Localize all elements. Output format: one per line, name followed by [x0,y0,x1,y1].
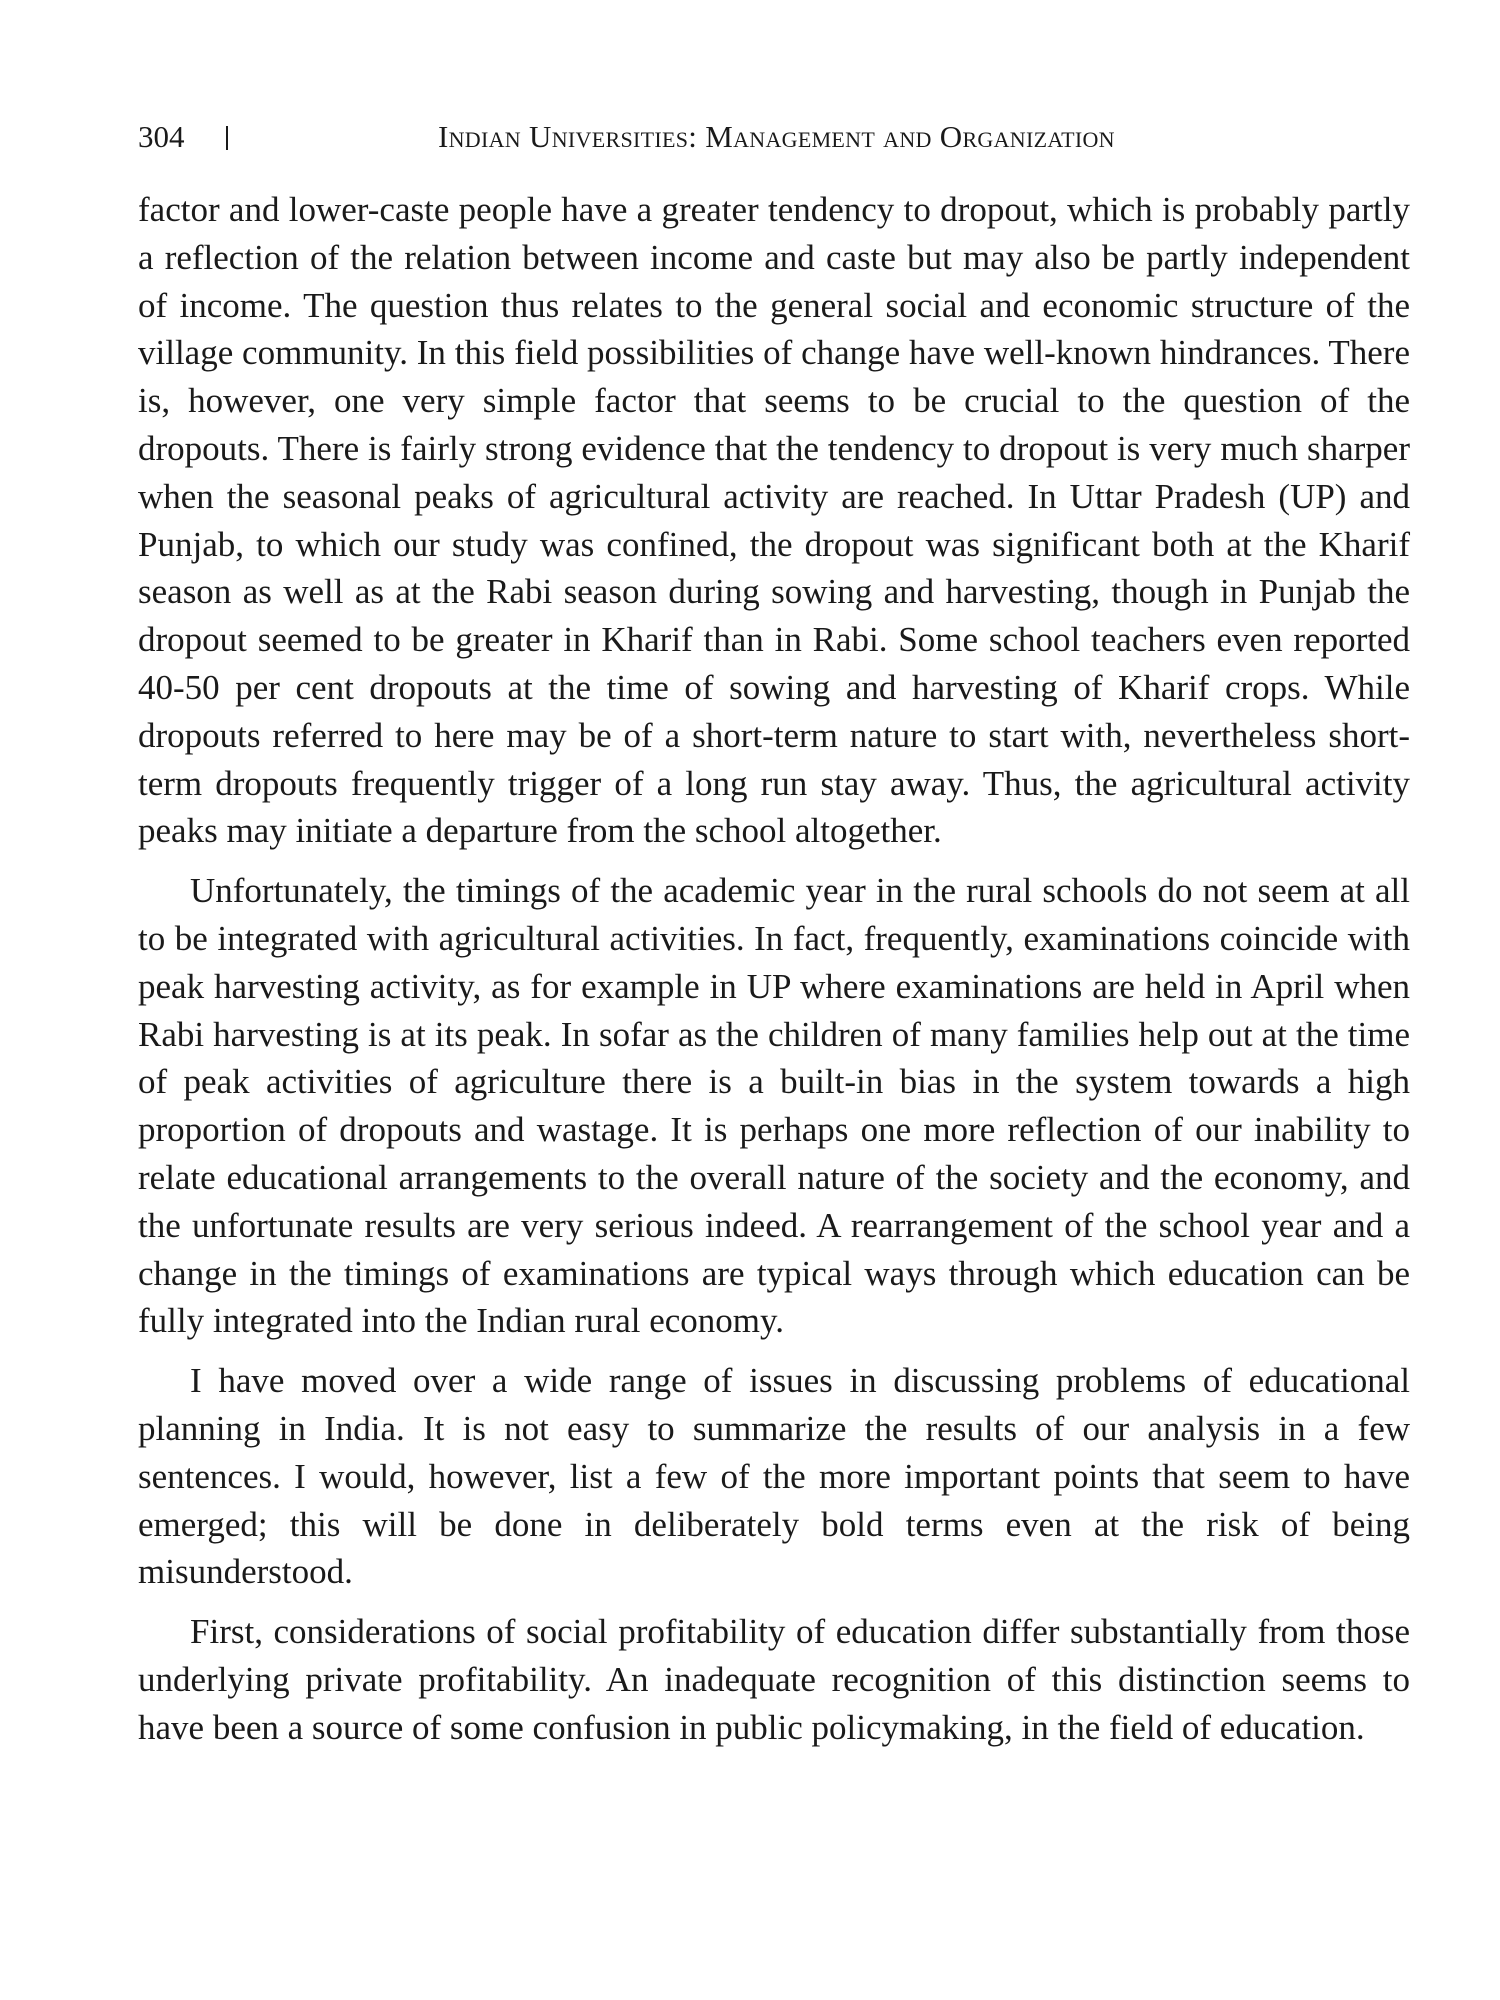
running-title: Indian Universities: Management and Organization [438,119,1115,154]
body-text [138,186,1410,1764]
running-head [138,112,1158,162]
header-divider [226,126,228,150]
paragraph: First, considerations of social profitability of education differ substantially from those underlying private profitability. An inadequate recognition of this distinction seems to have been a source of some confusion in public policymaking, in the field of education. [138,1612,1410,1747]
page-number: 304 [138,119,185,154]
paragraph: Unfortunately, the timings of the academic year in the rural schools do not seem at all to be integrated with agricultural activities. In fact, frequently, examinations coincide with peak harvesting activity, as for example in UP where examinations are held in April when Rabi harvesting is at its peak. In sofar as the children of many families help out at the time of peak activities of agriculture there is a built-in bias in the system towards a high proportion of dropouts and wastage. It is perhaps one more reflection of our inability to relate educational arrangements to the overall nature of the society and the economy, and the unfortunate results are very serious indeed. A rearrangement of the school year and a change in the timings of examinations are typical ways through which education can be fully integrated into the Indian rural economy. [138,871,1410,1341]
paragraph-continued: factor and lower-caste people have a greater tendency to dropout, which is probably partly a reflection of the relation between income and caste but may also be partly independent of income. The question thus relates to the general social and economic structure of the village community. In this field possibilities of change have well-known hindrances. There is, however, one very simple factor that seems to be crucial to the question of the dropouts. There is fairly strong evidence that the tendency to dropout is very much sharper when the seasonal peaks of agricultural activity are reached. In Uttar Pradesh (UP) and Punjab, to which our study was confined, the dropout was significant both at the Kharif season as well as at the Rabi season during sowing and harvesting, though in Punjab the dropout seemed to be greater in Kharif than in Rabi. Some school teachers even reported 40-50 per cent dropouts at the time of sowing and harvesting of Kharif crops. While dropouts referred to here may be of a short-term nature to start with, nevertheless short-term dropouts frequently trigger of a long run stay away. Thus, the agricultural activity peaks may initiate a departure from the school altogether. [138,190,1410,851]
paragraph: I have moved over a wide range of issues in discussing problems of educational planning in India. It is not easy to summarize the results of our analysis in a few sentences. I would, however, list a few of the more important points that seem to have emerged; this will be done in deliberately bold terms even at the risk of being misunderstood. [138,1361,1410,1592]
